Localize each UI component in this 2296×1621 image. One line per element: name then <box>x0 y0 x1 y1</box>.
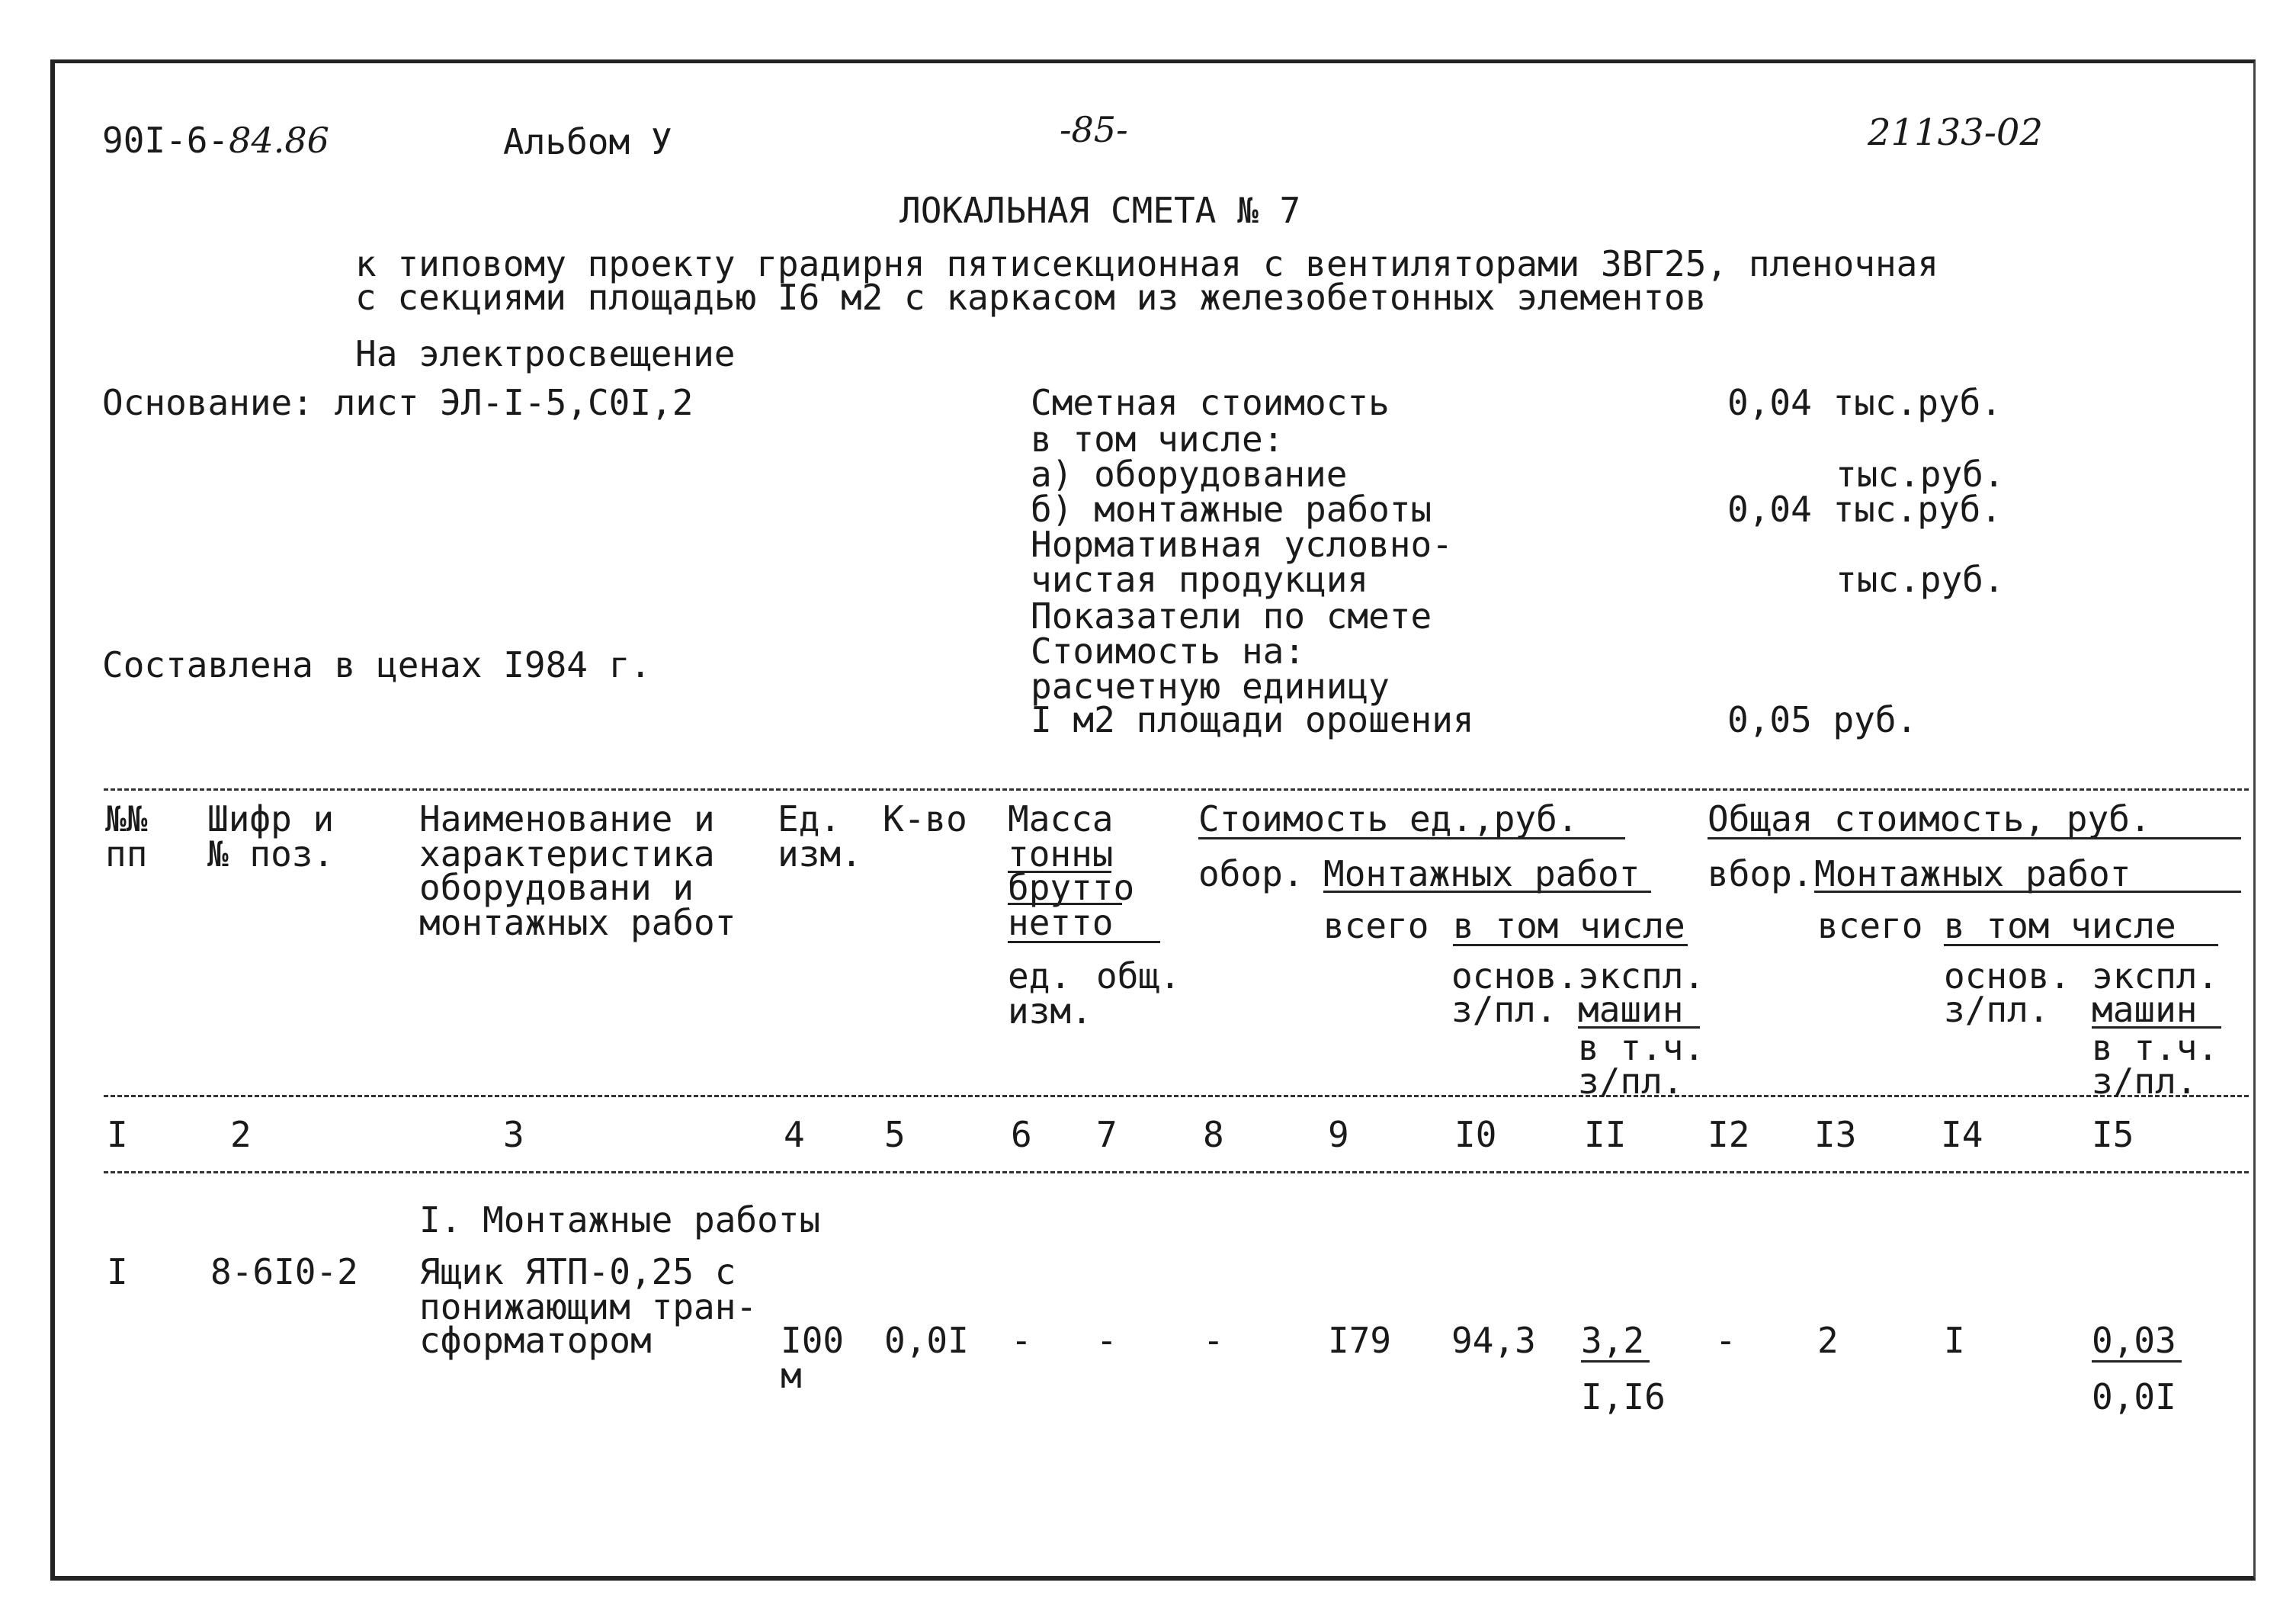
row-mass-total: - <box>1096 1320 1118 1361</box>
th-num-1: №№ <box>105 798 148 839</box>
th-osn: основ. <box>1451 955 1579 997</box>
th-mashin: машин <box>1578 989 1684 1030</box>
th-ed: ед. <box>1008 955 1072 997</box>
row-cost-equip: - <box>1203 1320 1224 1361</box>
th-num-2: пп <box>105 833 148 875</box>
th-mashin2: машин <box>2092 989 2198 1030</box>
project-code <box>102 122 329 159</box>
th-obor2: вбор. <box>1708 853 1813 894</box>
summary-unit-calc: расчетную единицу <box>1031 666 1390 707</box>
th-unit-1: Ед. <box>778 798 842 839</box>
th-vtom: в том числе <box>1453 905 1685 946</box>
summary-incl: в том числе: <box>1031 419 1284 460</box>
estimate-title: ЛОКАЛЬНАЯ СМЕТА № 7 <box>899 190 1301 231</box>
summary-cost-label: Сметная стоимость <box>1031 382 1390 423</box>
th-mont-underline <box>1323 891 1651 893</box>
col-number-13: I3 <box>1814 1114 1857 1155</box>
project-code-printed: 90I-6- <box>102 120 229 161</box>
col-number-10: I0 <box>1454 1114 1497 1155</box>
col-number-9: 9 <box>1328 1114 1349 1155</box>
row-total-all: 2 <box>1817 1320 1839 1361</box>
doc-number: 21133-02 <box>1868 111 2043 154</box>
th-zpl: з/пл. <box>1451 989 1557 1030</box>
th-vsego: всего <box>1323 905 1429 946</box>
th-code-2: № поз. <box>207 833 335 875</box>
row-total-salary: I <box>1944 1320 1965 1361</box>
col-number-12: I2 <box>1708 1114 1750 1155</box>
col-number-14: I4 <box>1941 1114 1983 1155</box>
th-vtom2-underline <box>1944 944 2218 946</box>
row-cost-total: I79 <box>1328 1320 1392 1361</box>
row-total-machines: 0,03 <box>2092 1320 2176 1361</box>
th-vtom2: в том числе <box>1944 905 2176 946</box>
th-osn2: основ. <box>1944 955 2071 997</box>
table-numbers-rule <box>104 1171 2249 1173</box>
row-cost-salary: 94,3 <box>1451 1320 1536 1361</box>
subtitle-line-1: к типовому проекту градирня пятисекционная с вентиляторами 3ВГ25, пленочная <box>355 243 1939 284</box>
summary-cost-on: Стоимость на: <box>1031 631 1306 672</box>
row-num: I <box>107 1251 128 1292</box>
th-ekspl: экспл. <box>1578 955 1705 997</box>
summary-install-value: 0,04 тыс.руб. <box>1727 489 2003 530</box>
col-number-6: 6 <box>1011 1114 1032 1155</box>
prices-text: Составлена в ценах I984 г. <box>102 644 652 685</box>
row-cost-machines-underline <box>1581 1360 1650 1363</box>
th-vtom-underline <box>1453 944 1688 946</box>
th-izm: изм. <box>1008 990 1092 1032</box>
row-total-machines-salary: 0,0I <box>2092 1376 2176 1417</box>
row-total-machines-underline <box>2092 1360 2182 1363</box>
th-unit-cost: Стоимость ед.,руб. <box>1198 798 1579 839</box>
th-ekspl2: экспл. <box>2092 955 2219 997</box>
th-total-cost-underline <box>1708 837 2241 839</box>
summary-norm-line-1: Нормативная условно- <box>1031 524 1453 565</box>
summary-cost-value: 0,04 тыс.руб. <box>1727 382 2003 423</box>
section-title: I. Монтажные работы <box>419 1199 821 1241</box>
summary-norm-value: тыс.руб. <box>1836 559 2005 600</box>
col-number-15: I5 <box>2092 1114 2134 1155</box>
col-number-11: II <box>1584 1114 1627 1155</box>
row-name-1: Ящик ЯТП-0,25 с <box>419 1251 736 1292</box>
summary-indicators: Показатели по смете <box>1031 595 1432 637</box>
th-vtch: в т.ч. <box>1578 1027 1705 1068</box>
summary-install-label: б) монтажные работы <box>1031 489 1432 530</box>
th-name-3: оборудовани и <box>419 867 694 908</box>
th-brutto: брутто <box>1008 867 1135 908</box>
col-number-3: 3 <box>503 1114 524 1155</box>
th-vsego2: всего <box>1817 905 1923 946</box>
summary-equip-value: тыс.руб. <box>1836 454 2005 495</box>
th-mass-tons: тонны <box>1008 833 1114 875</box>
th-mass: Масса <box>1008 798 1114 839</box>
summary-unit-value: 0,05 руб. <box>1727 699 1918 740</box>
row-mass-unit: - <box>1011 1320 1032 1361</box>
row-code: 8-6I0-2 <box>210 1251 358 1292</box>
row-cost-machines-salary: I,I6 <box>1581 1376 1666 1417</box>
col-number-1: I <box>107 1114 128 1155</box>
th-qty: К-во <box>883 798 967 839</box>
subtitle-line-2: с секциями площадью I6 м2 с каркасом из железобетонных элементов <box>355 277 1707 318</box>
th-total-cost: Общая стоимость, руб. <box>1708 798 2151 839</box>
col-number-5: 5 <box>884 1114 906 1155</box>
th-vtch2: в т.ч. <box>2092 1027 2219 1068</box>
summary-norm-line-2: чистая продукция <box>1031 559 1369 600</box>
th-unit-cost-underline <box>1198 837 1625 839</box>
table-header-rule <box>104 1095 2249 1097</box>
project-code-handwritten: 84.86 <box>229 120 329 161</box>
row-unit-2: м <box>781 1355 802 1396</box>
col-number-7: 7 <box>1096 1114 1118 1155</box>
row-name-2: понижающим тран- <box>419 1286 758 1327</box>
col-number-4: 4 <box>784 1114 805 1155</box>
album-label: Альбом У <box>503 121 672 162</box>
summary-equip-label: а) оборудование <box>1031 454 1348 495</box>
row-cost-machines: 3,2 <box>1581 1320 1645 1361</box>
col-number-2: 2 <box>230 1114 252 1155</box>
row-unit-1: I00 <box>781 1320 845 1361</box>
row-name-3: сформатором <box>419 1320 652 1361</box>
th-netto: нетто <box>1008 902 1114 943</box>
th-zpl4: з/пл. <box>2092 1061 2198 1102</box>
page-number: -85- <box>1060 109 1128 150</box>
row-total-equip: - <box>1715 1320 1736 1361</box>
th-obsh: общ. <box>1096 955 1181 997</box>
purpose-text: На электросвещение <box>355 333 736 374</box>
th-obor: обор. <box>1198 853 1304 894</box>
basis-text: Основание: лист ЭЛ-I-5,С0I,2 <box>102 382 694 423</box>
table-top-rule <box>104 788 2249 791</box>
th-mont2: Монтажных работ <box>1814 853 2131 894</box>
col-number-8: 8 <box>1203 1114 1224 1155</box>
th-mont2-underline <box>1814 891 2241 893</box>
th-code-1: Шифр и <box>207 798 335 839</box>
th-name-1: Наименование и <box>419 798 715 839</box>
th-unit-2: изм. <box>778 833 862 875</box>
th-netto-underline <box>1008 941 1160 943</box>
summary-unit-label: I м2 площади орошения <box>1031 699 1474 740</box>
th-name-4: монтажных работ <box>419 902 736 943</box>
th-mont: Монтажных работ <box>1323 853 1640 894</box>
row-qty: 0,0I <box>884 1320 969 1361</box>
th-zpl3: з/пл. <box>1944 989 2050 1030</box>
th-name-2: характеристика <box>419 833 715 875</box>
th-zpl2: з/пл. <box>1578 1061 1684 1102</box>
